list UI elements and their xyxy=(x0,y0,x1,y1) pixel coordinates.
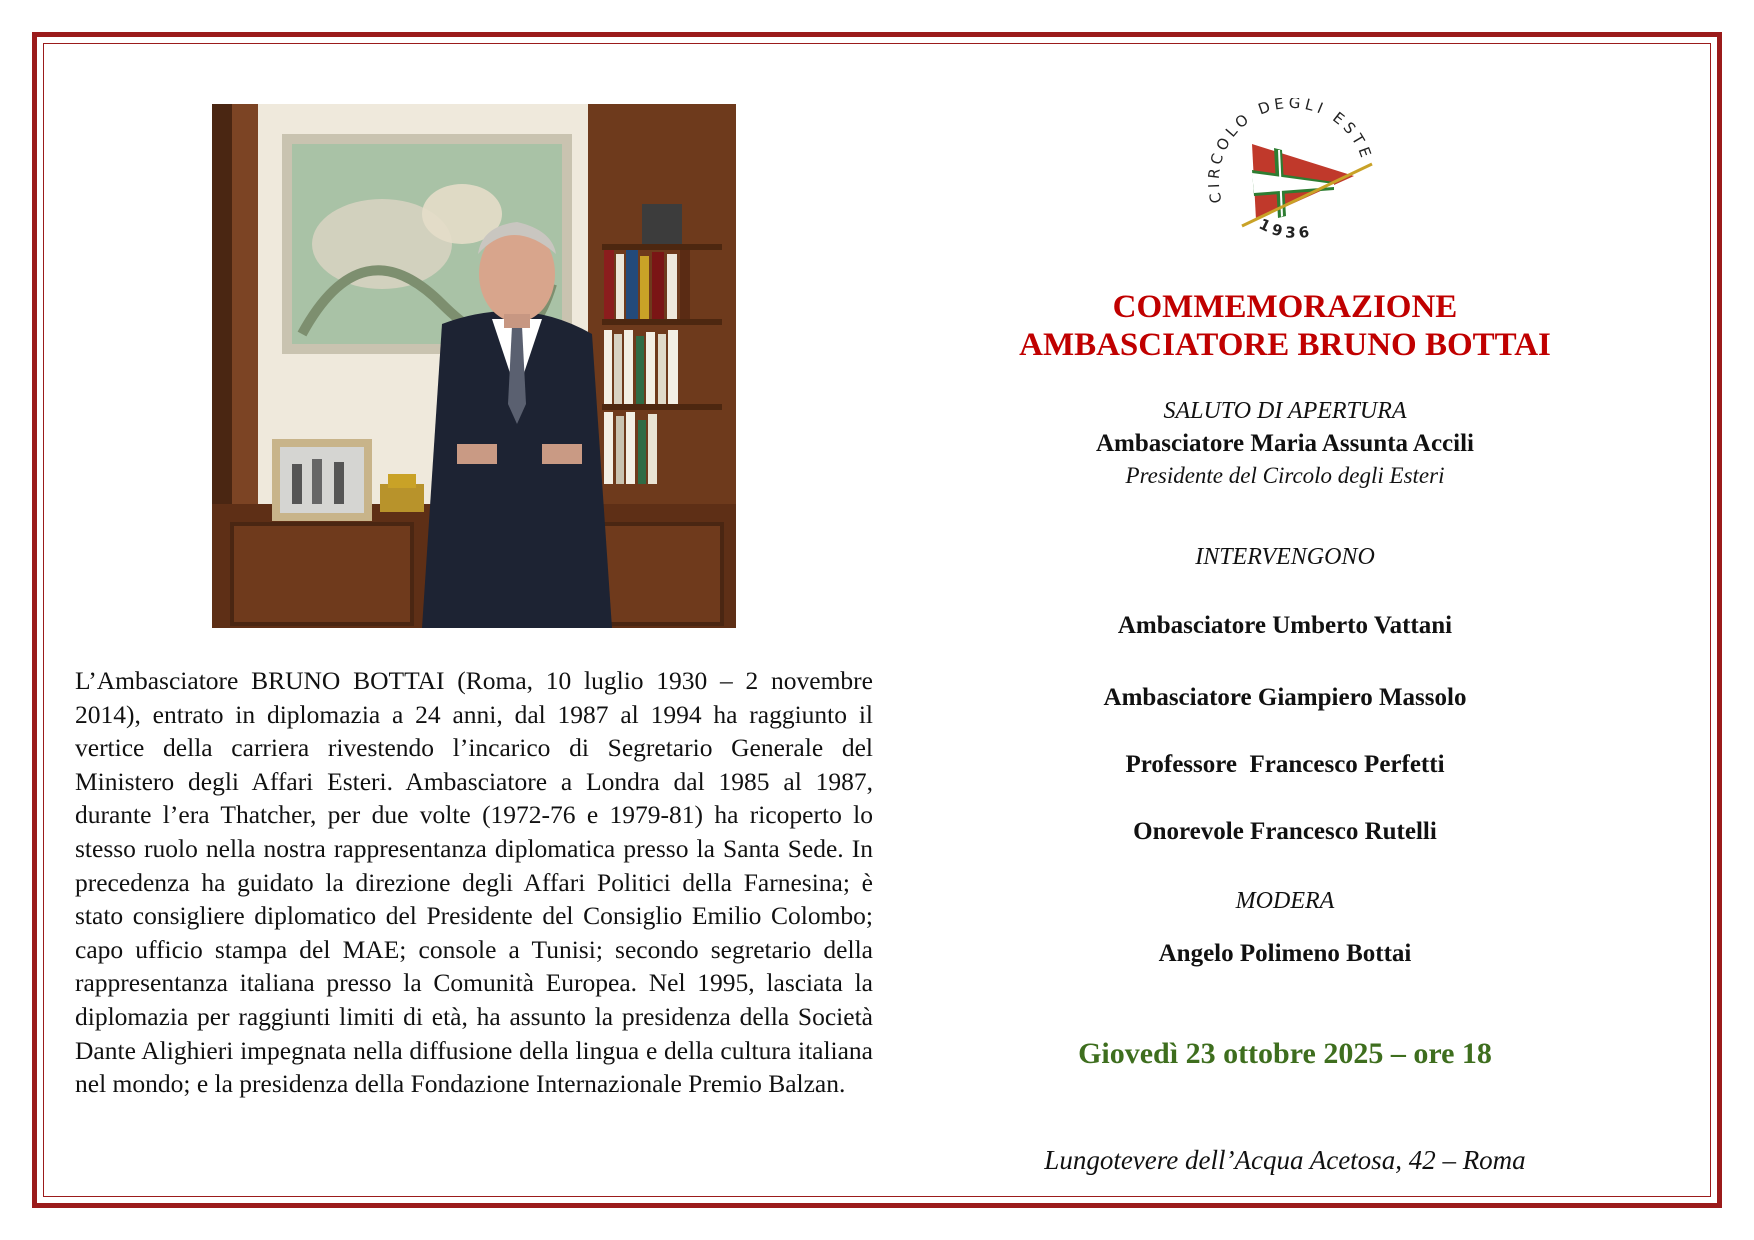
speaker-item: Ambasciatore Umberto Vattani xyxy=(1117,612,1453,639)
pennant-icon xyxy=(1252,144,1354,220)
event-title-line-1: COMMEMORAZIONE xyxy=(1112,289,1458,325)
opening-label: SALUTO DI APERTURA xyxy=(1163,398,1407,424)
event-title xyxy=(990,288,1580,364)
logo-arc-text: CIRCOLO DEGLI ESTE xyxy=(1204,98,1377,205)
portrait-photo xyxy=(212,104,736,628)
speaker-item: Ambasciatore Giampiero Massolo xyxy=(1103,684,1467,711)
biography-text: L’Ambasciatore BRUNO BOTTAI (Roma, 10 luglio 1930 – 2 novembre 2014), entrato in diplomazia a 24 anni, dal 1987 al 1994 ha raggiunto il vertice della carriera rivestendo l’incarico di Segretario Generale del Ministero degli Affari Esteri. Ambasciatore a Londra dal 1985 al 1987, durante l’era Thatcher, per due volte (1972-76 e 1979-81) ha ricoperto lo stesso ruolo nella nostra rappresentanza diplomatica presso la Santa Sede. In precedenza ha guidato la direzione degli Affari Politici della Farnesina; è stato consigliere diplomatico del Presidente del Consiglio Emilio Colombo; capo ufficio stampa del MAE; console a Tunisi; secondo segretario della rappresentanza italiana presso la Comunità Europea. Nel 1995, lasciata la diplomazia per raggiunti limiti di età, ha assunto la presidenza della Società Dante Alighieri impegnata nella diffusione della lingua e della cultura italiana nel mondo; e la presidenza della Fondazione Internazionale Premio Balzan. xyxy=(75,666,873,1099)
speakers-label: INTERVENGONO xyxy=(1195,544,1375,570)
speaker-item: Onorevole Francesco Rutelli xyxy=(1133,818,1437,845)
event-title-line-2: AMBASCIATORE BRUNO BOTTAI xyxy=(1019,327,1551,363)
svg-text:1936 xyxy=(1256,215,1314,242)
moderator-label: MODERA xyxy=(1235,888,1335,914)
moderator-name: Angelo Polimeno Bottai xyxy=(1158,940,1412,967)
opening-role: Presidente del Circolo degli Esteri xyxy=(1125,463,1445,488)
circolo-degli-esteri-logo xyxy=(1194,98,1390,244)
logo-year: 1936 xyxy=(1256,214,1315,243)
event-date: Giovedì 23 ottobre 2025 – ore 18 xyxy=(1078,1037,1492,1070)
opening-speaker: Ambasciatore Maria Assunta Accili xyxy=(1096,430,1474,457)
speaker-item: Professore Francesco Perfetti xyxy=(1125,751,1445,778)
event-address: Lungotevere dell’Acqua Acetosa, 42 – Roma xyxy=(1044,1145,1526,1175)
